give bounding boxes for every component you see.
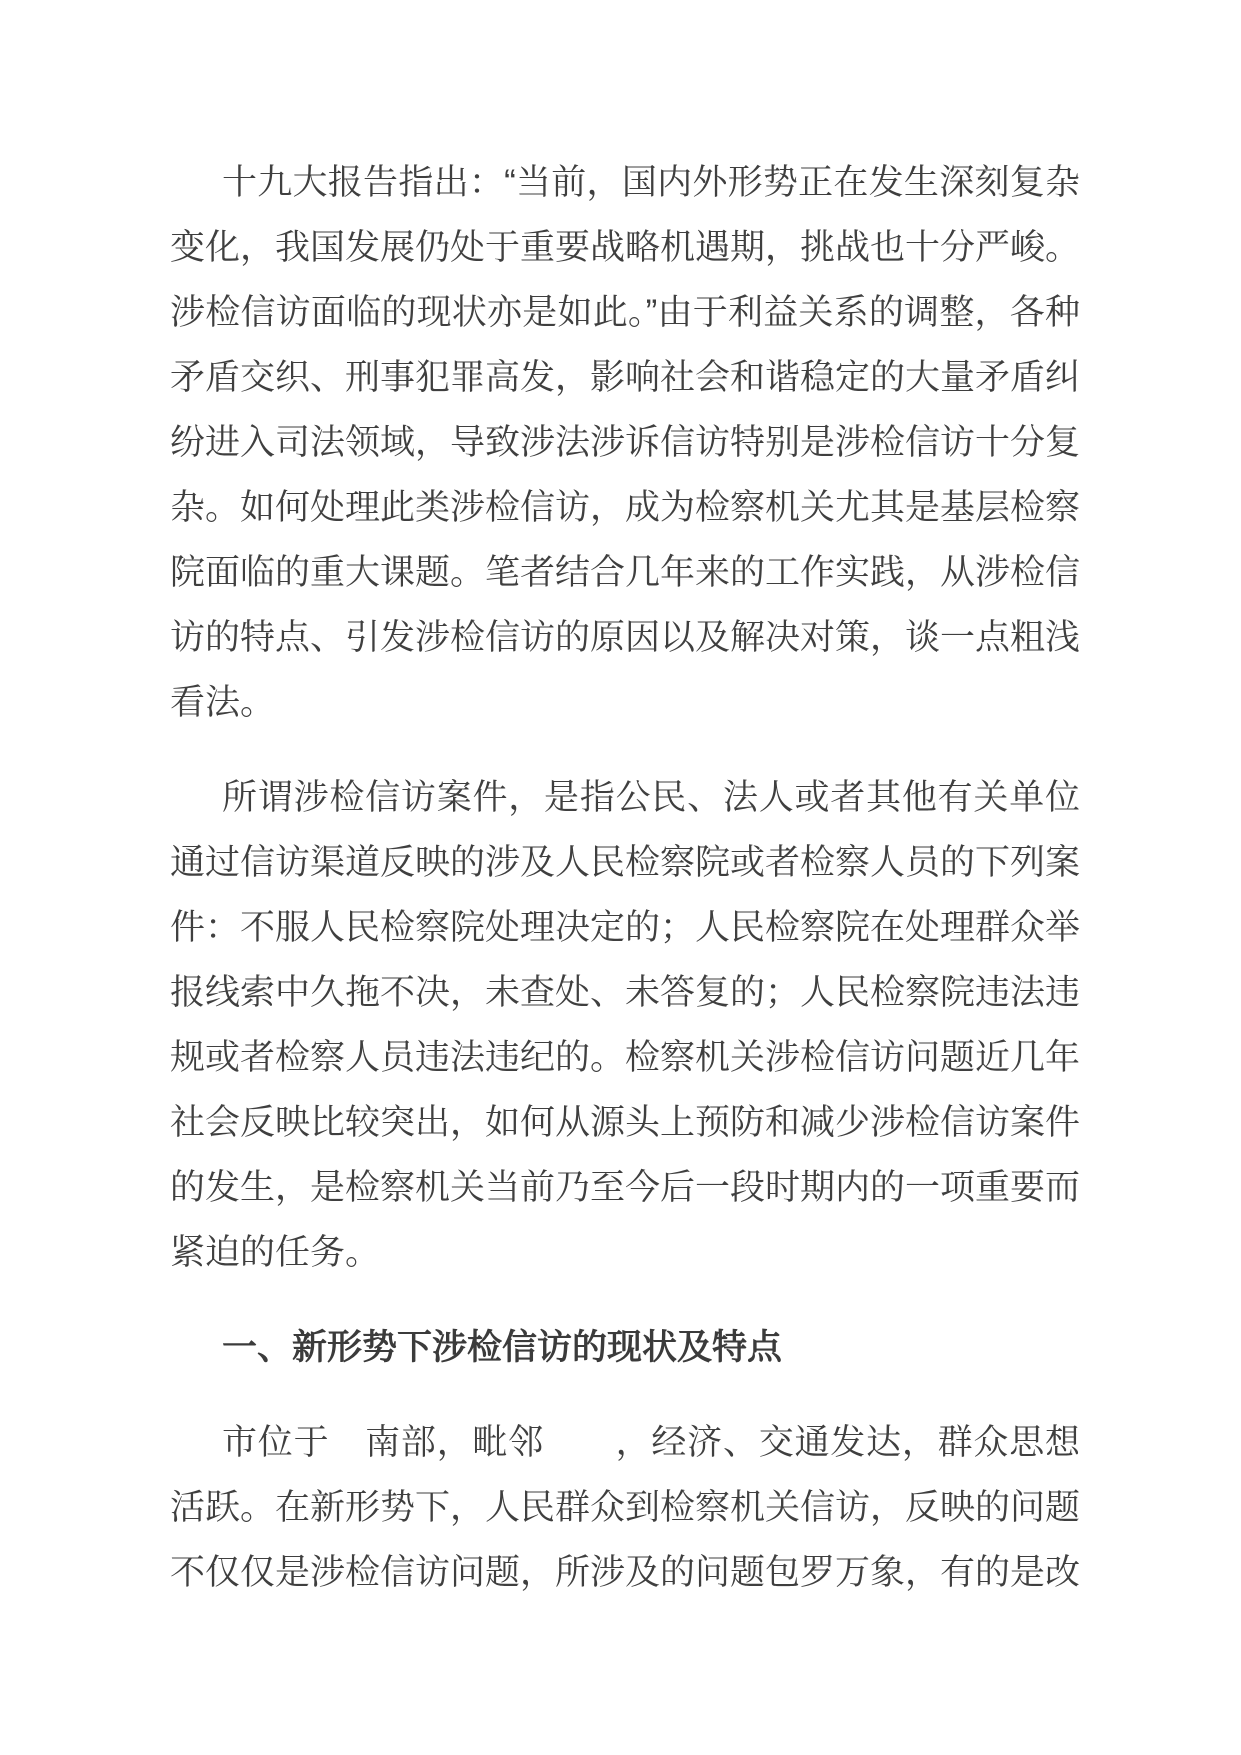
paragraph-intro: 十九大报告指出：“当前，国内外形势正在发生深刻复杂变化，我国发展仍处于重要战略机遇期，挑战也十分严峻。涉检信访面临的现状亦是如此。”由于利益关系的调整，各种矛盾交织、刑事犯罪高发，影响社会和谐稳定的大量矛盾纠纷进入司法领域，导致涉法涉诉信访特别是涉检信访十分复杂。如何处理此类涉检信访，成为检察机关尤其是基层检察院面临的重大课题。笔者结合几年来的工作实践，从涉检信访的特点、引发涉检信访的原因以及解决对策，谈一点粗浅看法。 [170, 163, 1081, 722]
document-content [170, 150, 1080, 1635]
paragraph-situation: 市位于 南部，毗邻 ，经济、交通发达，群众思想活跃。在新形势下，人民群众到检察机关信访，反映的问题不仅仅是涉检信访问题，所涉及的问题包罗万象，有的是改 [170, 1423, 1081, 1592]
paragraph-definition: 所谓涉检信访案件，是指公民、法人或者其他有关单位通过信访渠道反映的涉及人民检察院或者检察人员的下列案件：不服人民检察院处理决定的；人民检察院在处理群众举报线索中久拖不决，未查处、未答复的；人民检察院违法违规或者检察人员违法违纪的。检察机关涉检信访问题近几年社会反映比较突出，如何从源头上预防和减少涉检信访案件的发生，是检察机关当前乃至今后一段时期内的一项重要而紧迫的任务。 [170, 778, 1081, 1272]
section-heading-1: 一、新形势下涉检信访的现状及特点 [222, 1328, 783, 1367]
